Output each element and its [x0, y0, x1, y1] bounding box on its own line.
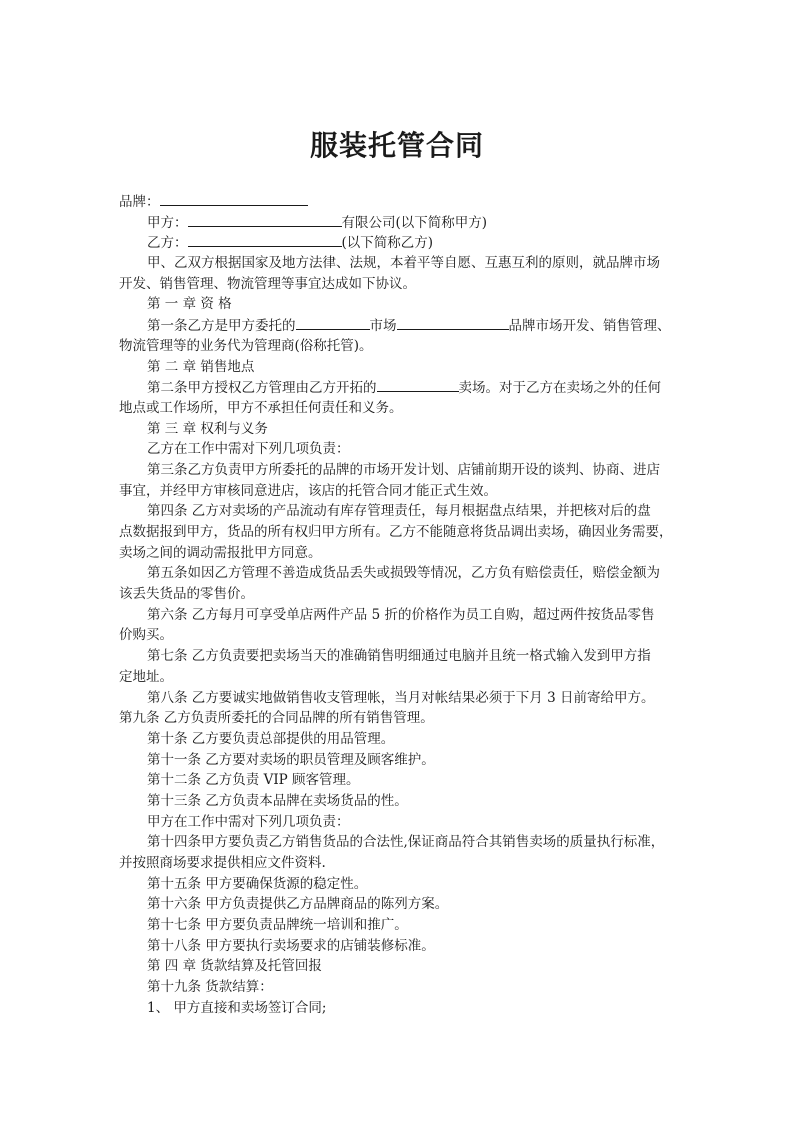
party-b-label: 乙方：: [147, 235, 188, 252]
article-10: 第十条 乙方要负责总部提供的用品管理。: [147, 730, 395, 747]
article-16: 第十六条 甲方负责提供乙方品牌商品的陈列方案。: [147, 896, 449, 913]
chapter-2-heading: 第 二 章 销售地点: [147, 358, 255, 375]
brand-line: [119, 191, 685, 212]
intro-line-2: 开发、销售管理、物流管理等事宜达成如下协议。: [119, 275, 416, 292]
article-12: 第十二条 乙方负责 VIP 顾客管理。: [147, 772, 360, 789]
article-2-text: 第二条甲方授权乙方管理由乙方开拓的: [147, 380, 377, 397]
party-b-blank: [188, 232, 342, 247]
article-7-line-1: 第七条 乙方负责要把卖场当天的准确销售明细通过电脑并且统一格式输入发到甲方指: [147, 648, 651, 665]
article-17: 第十七条 甲方要负责品牌统一培训和推广。: [147, 917, 408, 934]
chapter-3-heading: 第 三 章 权利与义务: [147, 420, 268, 437]
brand-blank-2: [397, 315, 509, 330]
chapter-4-heading: 第 四 章 货款结算及托管回报: [147, 958, 322, 975]
article-3-line-2: 事宜，并经甲方审核同意进店，该店的托管合同才能正式生效。: [119, 482, 497, 499]
article-5-line-2: 该丢失货品的零售价。: [119, 586, 254, 603]
market-blank: [296, 315, 370, 330]
article-9: 第九条 乙方负责所委托的合同品牌的所有销售管理。: [119, 710, 434, 727]
article-5-line-1: 第五条如因乙方管理不善造成货品丢失或损毁等情况，乙方负有赔偿责任，赔偿金额为: [147, 565, 660, 582]
article-2-tail: 卖场。对于乙方在卖场之外的任何: [458, 380, 661, 397]
article-4-line-2: 点数据报到甲方，货品的所有权归甲方所有。乙方不能随意将货品调出卖场，确因业务需要，: [119, 524, 673, 540]
brand-blank: [160, 191, 308, 206]
store-blank: [377, 377, 459, 392]
party-b-line: [119, 232, 685, 253]
article-6-line-1: 第六条 乙方每月可享受单店两件产品 5 折的价格作为员工自购，超过两件按货品零售: [147, 606, 655, 623]
article-3-line-1: 第三条乙方负责甲方所委托的品牌的市场开发计划、店铺前期开设的谈判、协商、进店: [147, 461, 660, 478]
article-14-line-2: 并按照商场要求提供相应文件资料.: [119, 855, 326, 871]
intro-line-1: 甲、乙双方根据国家及地方法律、法规，本着平等自愿、互惠互利的原则，就品牌市场: [147, 255, 660, 272]
article-7-line-2: 定地址。: [119, 668, 173, 685]
article-4-line-1: 第四条 乙方对卖场的产品流动有库存管理责任，每月根据盘点结果，并把核对后的盘: [147, 503, 651, 520]
article-4-line-3: 卖场之间的调动需报批甲方同意。: [119, 544, 322, 561]
party-a-label: 甲方：: [147, 214, 188, 231]
article-1: [119, 315, 685, 336]
list-item-1: 1、 甲方直接和卖场签订合同;: [147, 999, 327, 1016]
article-11: 第十一条 乙方要对卖场的职员管理及顾客维护。: [147, 751, 435, 768]
party-a-blank: [188, 212, 342, 227]
article-2: [119, 377, 685, 398]
article-19: 第十九条 货款结算：: [147, 979, 273, 996]
article-1-cont: 物流管理等的业务代为管理商(俗称托管)。: [119, 337, 373, 354]
contract-body: [119, 191, 685, 1019]
article-13: 第十三条 乙方负责本品牌在卖场货品的性。: [147, 792, 408, 809]
party-b-suffix: (以下简称乙方): [341, 235, 434, 252]
article-18: 第十八条 甲方要执行卖场要求的店铺装修标准。: [147, 937, 435, 954]
brand-label: 品牌：: [119, 194, 160, 210]
article-1-text: 第一条乙方是甲方委托的: [147, 318, 296, 335]
party-a-suffix: 有限公司(以下简称甲方): [341, 214, 488, 231]
article-1-market: 市场: [369, 318, 397, 335]
article-14-line-1: 第十四条甲方要负责乙方销售货品的合法性,保证商品符合其销售卖场的质量执行标准，: [147, 834, 665, 851]
article-15: 第十五条 甲方要确保货源的稳定性。: [147, 875, 368, 892]
chapter-1-heading: 第 一 章 资 格: [147, 296, 232, 313]
document-title: 服装托管合同: [309, 129, 484, 162]
party-a-duties: 甲方在工作中需对下列几项负责：: [147, 813, 350, 830]
article-2-cont: 地点或工作场所，甲方不承担任何责任和义务。: [119, 399, 403, 416]
party-b-duties: 乙方在工作中需对下列几项负责：: [147, 441, 350, 458]
article-1-tail: 品牌市场开发、销售管理、: [508, 318, 671, 335]
party-a-line: [119, 212, 685, 233]
article-8: 第八条 乙方要诚实地做销售收支管理帐，当月对帐结果必须于下月 3 日前寄给甲方。: [147, 689, 655, 706]
article-6-line-2: 价购买。: [119, 627, 173, 644]
